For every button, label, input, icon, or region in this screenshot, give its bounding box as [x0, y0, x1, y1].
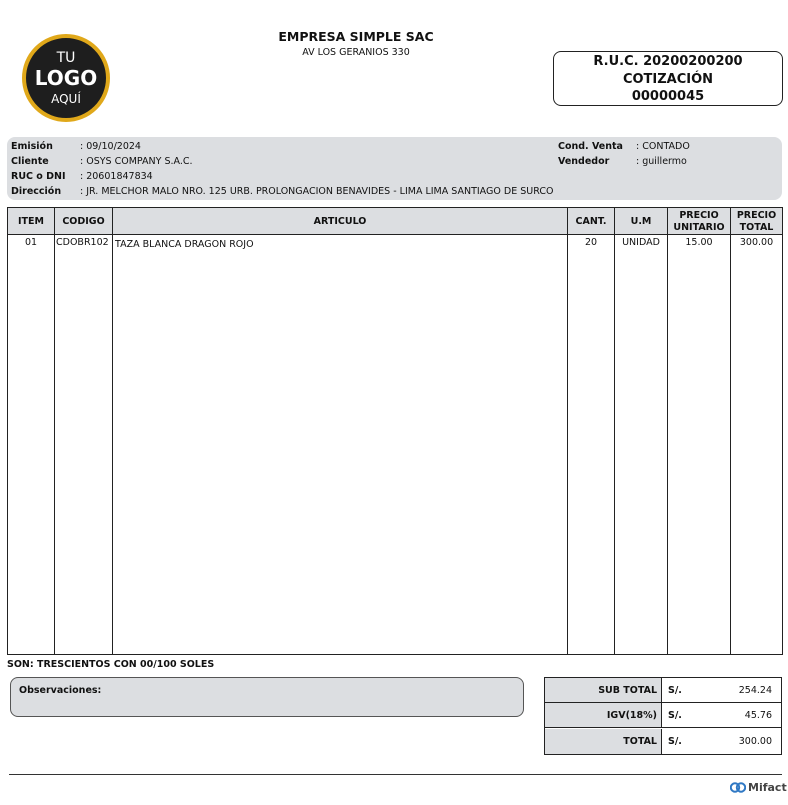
vendedor-label: Vendedor [558, 156, 610, 167]
header-item: ITEM [18, 215, 44, 227]
ruc-number: R.U.C. 20200200200 [593, 54, 743, 69]
document-type: COTIZACIÓN [622, 71, 714, 87]
cond-venta-value: : CONTADO [636, 141, 690, 152]
row-codigo: CDOBR102 [56, 237, 109, 248]
column-divider [730, 208, 731, 654]
amount-in-words: SON: TRESCIENTOS CON 00/100 SOLES [7, 659, 215, 670]
subtotal-label: SUB TOTAL [545, 678, 662, 702]
column-divider [112, 208, 113, 654]
cliente-label: Cliente [11, 156, 49, 167]
column-divider [667, 208, 668, 654]
row-cant: 20 [584, 237, 598, 248]
header-precio-unitario-line1: PRECIO [679, 209, 719, 221]
column-divider [54, 208, 55, 654]
client-info-panel [7, 137, 782, 200]
header-codigo: CODIGO [62, 215, 105, 227]
company-logo [22, 34, 110, 122]
emision-label: Emisión [11, 141, 53, 152]
ruc-dni-label: RUC o DNI [11, 171, 66, 182]
header-um: U.M [630, 215, 652, 227]
mifact-logo-icon [730, 781, 746, 794]
footer-divider [9, 774, 782, 775]
column-divider [567, 208, 568, 654]
direccion-label: Dirección [11, 186, 62, 197]
igv-row [545, 703, 781, 728]
row-precio-total: 300.00 [739, 237, 774, 248]
cliente-value: : OSYS COMPANY S.A.C. [80, 156, 193, 167]
vendedor-value: : guillermo [636, 156, 687, 167]
row-articulo: TAZA BLANCA DRAGON ROJO [115, 239, 254, 250]
subtotal-value: 254.24 [738, 685, 772, 696]
total-currency: S/. [668, 736, 682, 747]
header-precio-total [731, 208, 782, 235]
observations-label: Observaciones: [19, 685, 102, 696]
totals-box [544, 677, 782, 755]
emision-value: : 09/10/2024 [80, 141, 141, 152]
document-number: 00000045 [631, 89, 705, 104]
logo-line-3: AQUÍ [51, 92, 81, 106]
header-cant: CANT. [575, 215, 607, 227]
column-divider [614, 208, 615, 654]
row-um: UNIDAD [622, 237, 660, 248]
subtotal-currency: S/. [668, 685, 682, 696]
header-precio-unitario-line2: UNITARIO [673, 221, 725, 233]
row-precio-unitario: 15.00 [685, 237, 713, 248]
brand-footer [730, 781, 787, 794]
items-table [7, 207, 783, 655]
igv-value: 45.76 [744, 710, 772, 721]
igv-currency: S/. [668, 710, 682, 721]
total-label: TOTAL [545, 729, 662, 754]
header-precio-total-line2: TOTAL [739, 221, 774, 233]
header-articulo: ARTICULO [313, 215, 367, 227]
header-precio-unitario [668, 208, 730, 235]
company-address: AV LOS GERANIOS 330 [302, 47, 410, 58]
document-id-box [553, 51, 783, 106]
brand-name: Mifact [748, 781, 787, 794]
observations-box [10, 677, 524, 717]
logo-line-2: LOGO [34, 66, 98, 90]
header-precio-total-line1: PRECIO [736, 209, 777, 221]
row-item: 01 [24, 237, 38, 248]
total-value: 300.00 [738, 736, 772, 747]
company-name: EMPRESA SIMPLE SAC [278, 29, 434, 44]
total-row [545, 729, 781, 754]
direccion-value: : JR. MELCHOR MALO NRO. 125 URB. PROLONGACION BENAVIDES - LIMA LIMA SANTIAGO DE SURCO [80, 186, 554, 197]
igv-label: IGV(18%) [545, 703, 662, 727]
logo-line-1: TU [56, 50, 76, 66]
subtotal-row [545, 678, 781, 703]
cond-venta-label: Cond. Venta [558, 141, 623, 152]
ruc-dni-value: : 20601847834 [80, 171, 153, 182]
